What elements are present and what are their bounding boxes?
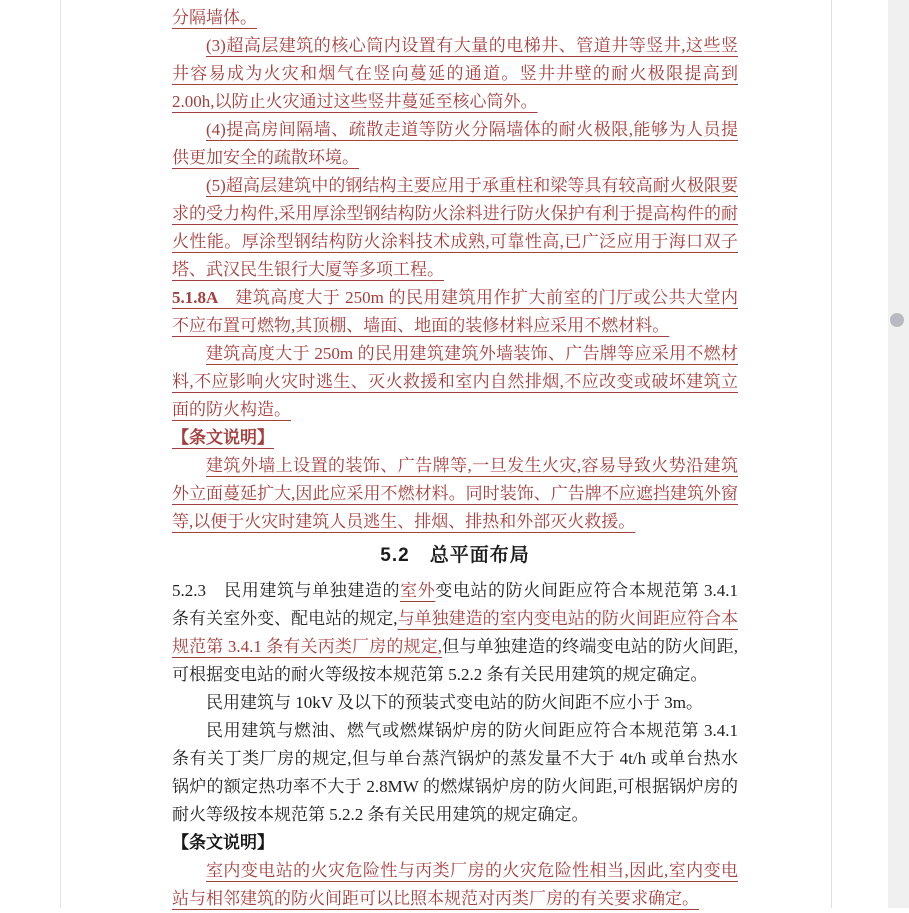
paragraph	[172, 452, 738, 536]
text-segment: (5)超高层建筑中的钢结构主要应用于承重柱和梁等具有较高耐火极限要求的受力构件,采用厚涂型钢结构防火涂料进行防火保护有利于提高构件的耐火性能。厚涂型钢结构防火涂料技术成熟,可靠性高,已广泛应用于海口双子塔、武汉民生银行大厦等多项工程。	[172, 176, 738, 279]
text-segment: 变电站的防火间距应符合本规范第 3.4.1 条有关室外变、配电站的规定,	[172, 581, 739, 628]
scrollbar-track[interactable]	[888, 0, 909, 908]
text-segment: 但与单独建造的终端变电站的防火间距,可根据变电站的耐火等级按本规范第 5.2.2 条有关民用建筑的规定确定。	[172, 637, 739, 684]
paragraph	[172, 577, 738, 689]
paragraph	[172, 717, 738, 829]
paragraph	[172, 424, 738, 452]
text-segment: 5.1.8A	[172, 288, 236, 307]
text-segment: 分隔墙体。	[172, 8, 257, 27]
paragraph	[172, 284, 738, 340]
page-edge-right	[831, 0, 832, 908]
text-segment: 5.2 总平面布局	[380, 545, 530, 566]
paragraph	[172, 4, 738, 32]
text-segment: 5.2.3 民用建筑与单独建造的	[172, 581, 401, 600]
text-segment: 【条文说明】	[172, 428, 274, 447]
text-segment: 建筑外墙上设置的装饰、广告牌等,一旦发生火灾,容易导致火势沿建筑外立面蔓延扩大,因此应采用不燃材料。同时装饰、广告牌不应遮挡建筑外窗等,以便于火灾时建筑人员逃生、排烟、排热和外部灭火救援。	[172, 456, 738, 531]
scrollbar-thumb[interactable]	[890, 313, 904, 327]
text-segment: (4)提高房间隔墙、疏散走道等防火分隔墙体的耐火极限,能够为人员提供更加安全的疏散环境。	[172, 120, 738, 167]
paragraph	[172, 689, 738, 717]
text-segment: 民用建筑与 10kV 及以下的预装式变电站的防火间距不应小于 3m。	[206, 693, 703, 712]
text-segment: 建筑高度大于 250m 的民用建筑用作扩大前室的门厅或公共大堂内不应布置可燃物,其顶棚、墙面、地面的装修材料应采用不燃材料。	[172, 288, 738, 335]
paragraph	[172, 857, 738, 913]
document-page	[172, 4, 738, 913]
paragraph	[172, 340, 738, 424]
text-segment: 与单独建造的室内变电站的防火间距应符合本规范第 3.4.1 条有关丙类厂房的规定,	[172, 609, 739, 656]
section-heading	[172, 542, 738, 570]
text-segment: 室外	[400, 581, 436, 600]
paragraph	[172, 829, 738, 857]
text-segment: 建筑高度大于 250m 的民用建筑建筑外墙装饰、广告牌等应采用不燃材料,不应影响火灾时逃生、灭火救援和室内自然排烟,不应改变或破坏建筑立面的防火构造。	[172, 344, 738, 419]
paragraph	[172, 32, 738, 116]
paragraph	[172, 172, 738, 284]
page-edge-left	[60, 0, 61, 908]
text-segment: (3)超高层建筑的核心筒内设置有大量的电梯井、管道井等竖井,这些竖井容易成为火灾和烟气在竖向蔓延的通道。竖井井壁的耐火极限提高到 2.00h,以防止火灾通过这些竖井蔓延至核心筒外。	[172, 36, 738, 111]
paragraph	[172, 116, 738, 172]
text-segment: 【条文说明】	[172, 833, 274, 852]
text-segment: 室内变电站的火灾危险性与丙类厂房的火灾危险性相当,因此,室内变电站与相邻建筑的防火间距可以比照本规范对丙类厂房的有关要求确定。	[172, 861, 738, 908]
text-segment: 民用建筑与燃油、燃气或燃煤锅炉房的防火间距应符合本规范第 3.4.1 条有关丁类厂房的规定,但与单台蒸汽锅炉的蒸发量不大于 4t/h 或单台热水锅炉的额定热功率不大于 2.8MW 的燃煤锅炉房的防火间距,可根据锅炉房的耐火等级按本规范第 5.2.2 条有关民用建筑的规定确定。	[172, 721, 738, 824]
